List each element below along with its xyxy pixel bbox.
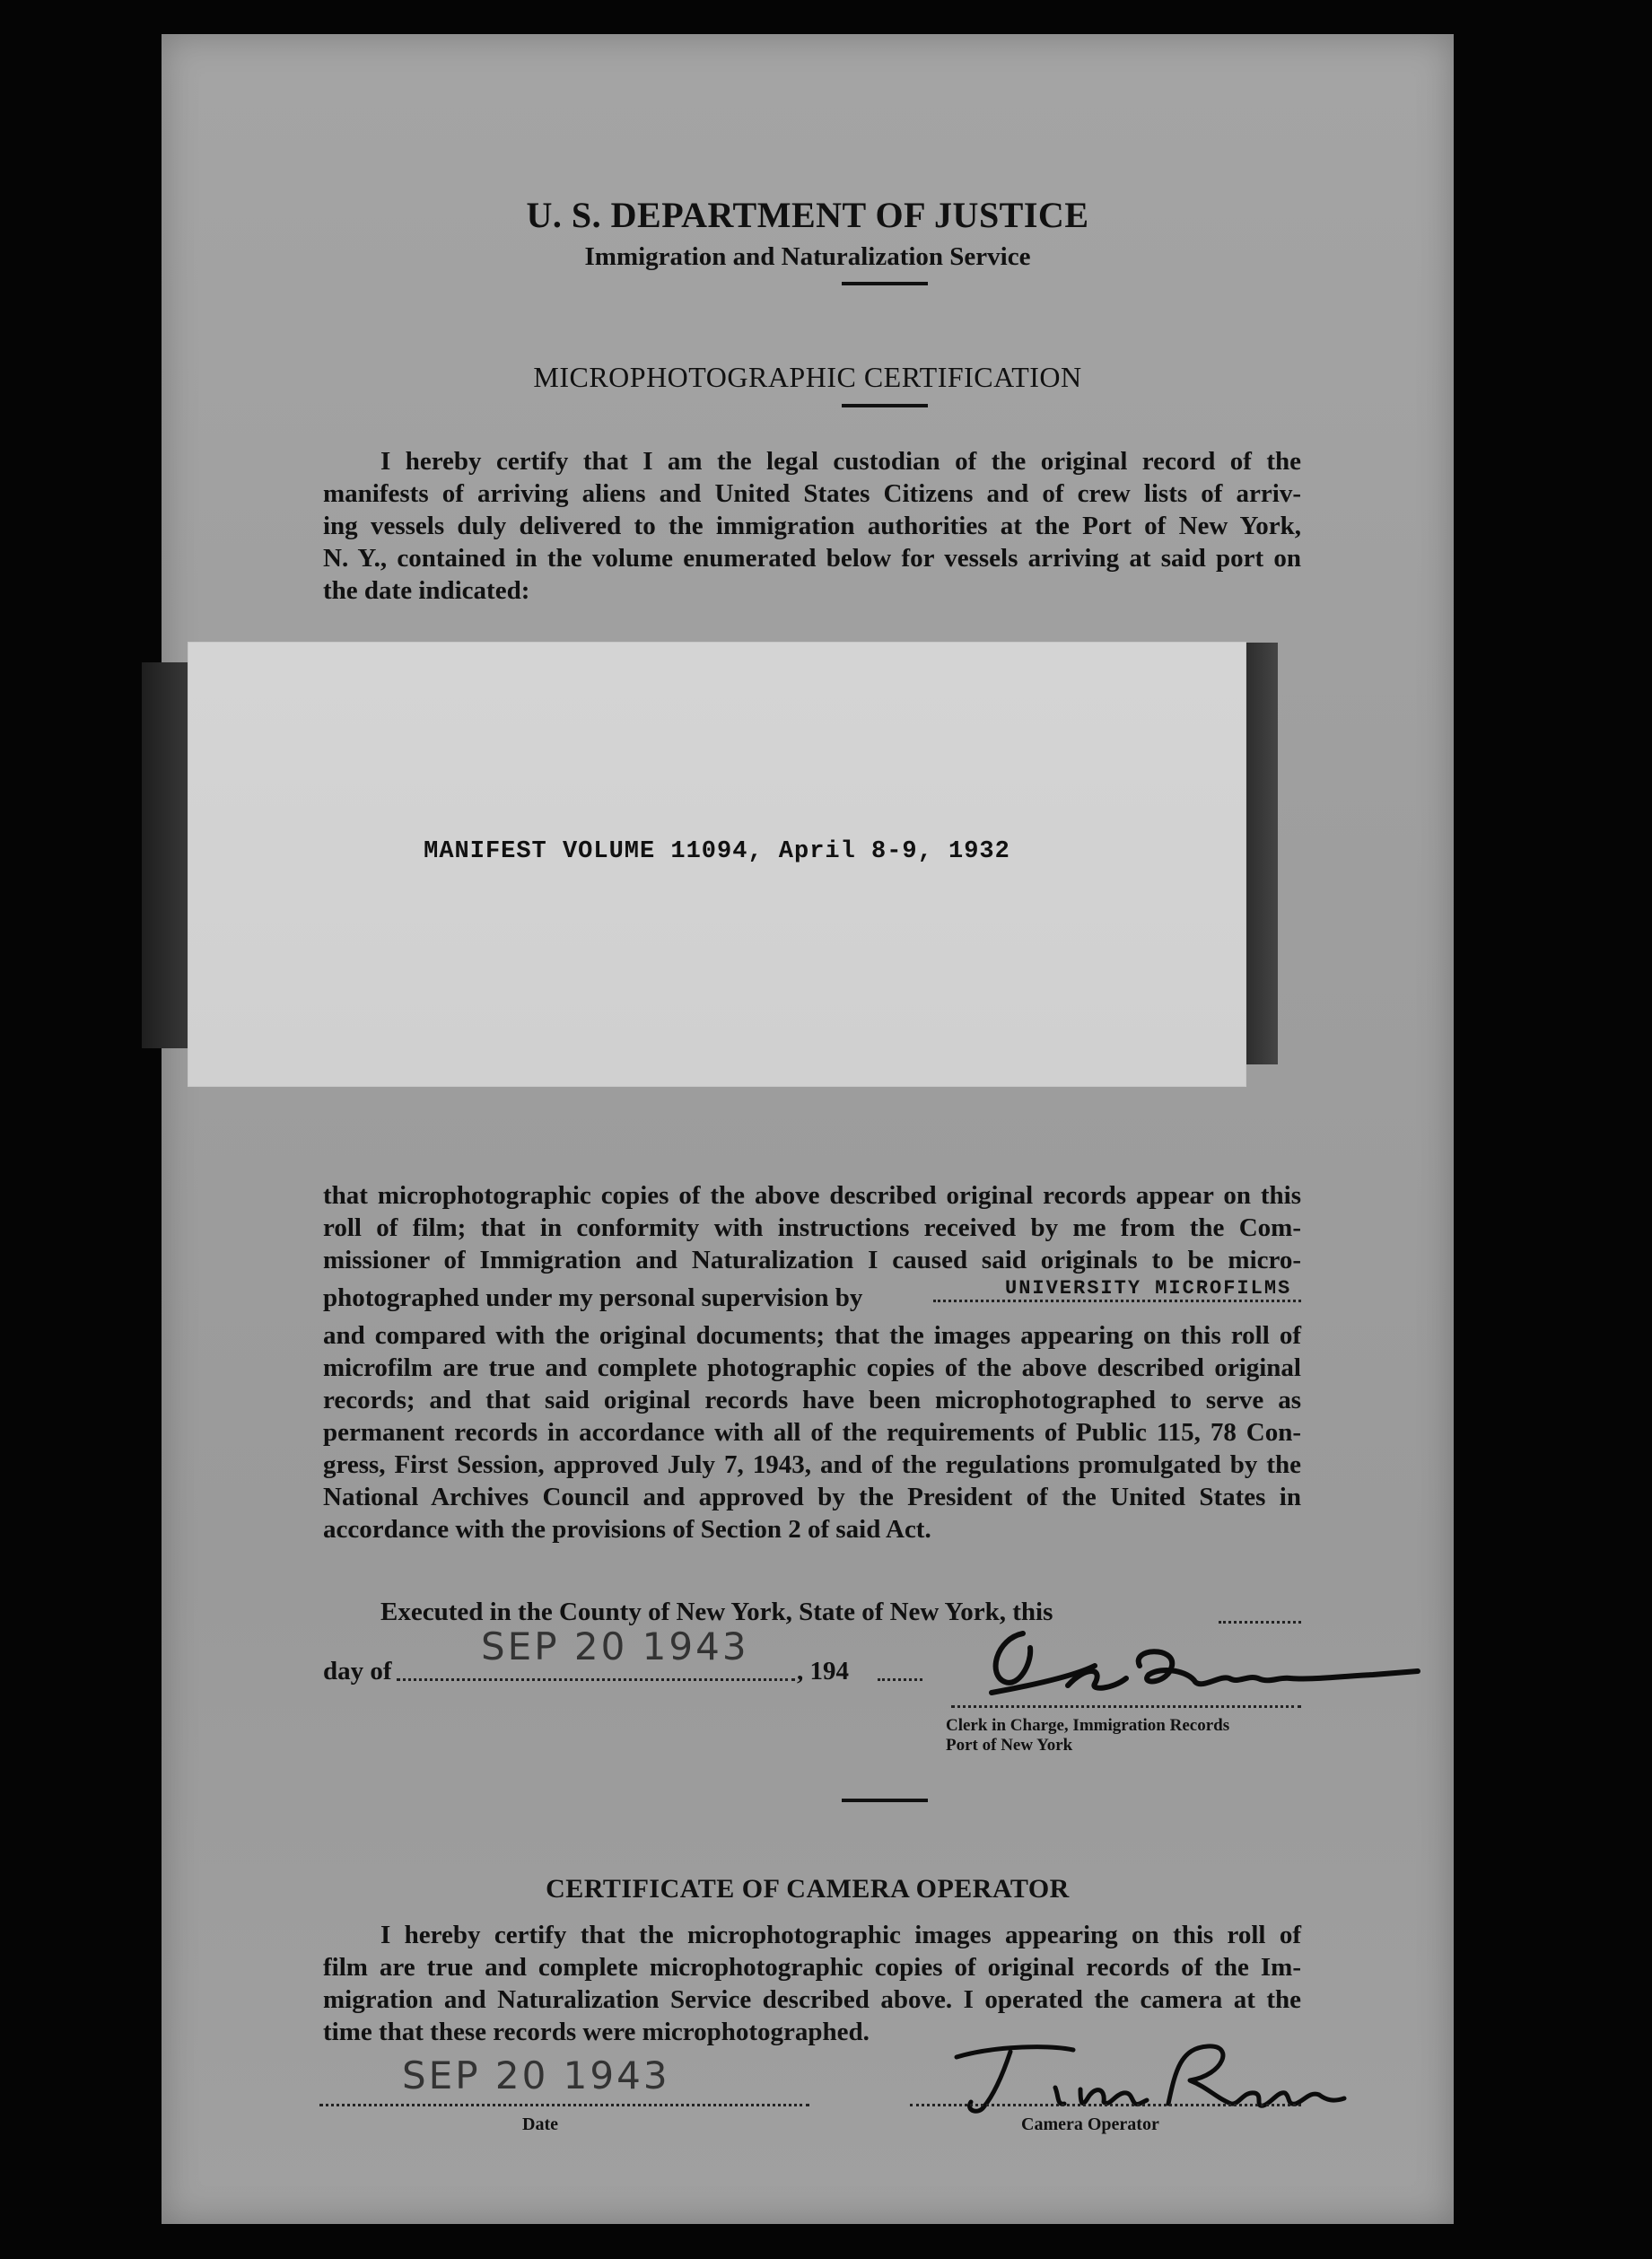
- manifest-label-card: [90, 609, 1281, 1059]
- camera-operator-title: CERTIFICATE OF CAMERA OPERATOR: [546, 1874, 1070, 1904]
- year-prefix-label: , 194: [797, 1657, 849, 1685]
- supervision-line: [323, 1276, 1301, 1319]
- intro-line: I hereby certify that I am the legal custodian of the original record of the: [380, 447, 1301, 476]
- clerk-title: [946, 1716, 1229, 1756]
- operator-signature-line: [910, 2104, 1301, 2106]
- intro-line: manifests of arriving aliens and United States Citizens and of crew lists of arriv-: [323, 479, 1301, 508]
- card-paper: [188, 643, 1246, 1086]
- day-of-label: day of: [323, 1657, 392, 1685]
- divider-rule: [842, 282, 928, 285]
- supervision-prefix: photographed under my personal supervision by: [323, 1283, 863, 1312]
- clerk-title-line: Clerk in Charge, Immigration Records: [946, 1716, 1230, 1735]
- certification-title: MICROPHOTOGRAPHIC CERTIFICATION: [533, 361, 1082, 393]
- body-line: National Archives Council and approved by the President of the United States in: [323, 1483, 1301, 1511]
- body-line: permanent records in accordance with all of the requirements of Public 115, 78 Con-: [323, 1418, 1301, 1447]
- clerk-signature-line: [951, 1705, 1301, 1708]
- intro-line: the date indicated:: [323, 576, 530, 605]
- body-line: roll of film; that in conformity with instructions received by me from the Com-: [323, 1213, 1301, 1242]
- body-line: and compared with the original documents; that the images appearing on this roll of: [323, 1321, 1301, 1350]
- operator-line: migration and Naturalization Service described above. I operated the camera at the: [323, 1985, 1301, 2014]
- manifest-volume-text: MANIFEST VOLUME 11094, April 8-9, 1932: [424, 838, 1010, 865]
- body-line: microfilm are true and complete photographic copies of the above described original: [323, 1353, 1301, 1382]
- body-line: records; and that said original records have been microphotographed to serve as: [323, 1386, 1301, 1414]
- intro-line: ing vessels duly delivered to the immigration authorities at the Port of New York,: [323, 512, 1301, 540]
- operator-line: film are true and complete microphotographic copies of original records of the Im-: [323, 1953, 1301, 1982]
- year-dotted-fill: [878, 1678, 922, 1681]
- supervision-typed-name: UNIVERSITY MICROFILMS: [1005, 1277, 1292, 1300]
- certificate-sheet: [162, 34, 1454, 2224]
- camera-operator-label: Camera Operator: [1021, 2115, 1159, 2134]
- department-heading: U. S. DEPARTMENT OF JUSTICE: [526, 195, 1089, 235]
- body-paragraph: [323, 1179, 1301, 1545]
- day-of-dotted-fill: [397, 1678, 795, 1681]
- body-line: gress, First Session, approved July 7, 1943, and of the regulations promulgated by the: [323, 1450, 1301, 1479]
- execution-date-stamp: SEP 20 1943: [481, 1624, 749, 1668]
- body-line: accordance with the provisions of Section 2 of said Act.: [323, 1515, 931, 1544]
- execution-text: Executed in the County of New York, State of New York, this: [380, 1598, 1053, 1626]
- service-subheading: Immigration and Naturalization Service: [584, 242, 1031, 271]
- date-label: Date: [522, 2115, 558, 2134]
- divider-rule: [842, 404, 928, 407]
- clerk-title-line: Port of New York: [946, 1736, 1073, 1755]
- date-signature-line: [319, 2104, 809, 2106]
- operator-date-stamp: SEP 20 1943: [402, 2053, 670, 2097]
- body-line: missioner of Immigration and Naturalization I caused said originals to be micro-: [323, 1246, 1301, 1274]
- body-line: that microphotographic copies of the above described original records appear on this: [323, 1181, 1301, 1210]
- card-shadow: [1242, 643, 1278, 1064]
- camera-operator-paragraph: [323, 1919, 1301, 2048]
- intro-paragraph: [323, 445, 1301, 607]
- operator-line: time that these records were microphotographed.: [323, 2018, 870, 2046]
- intro-line: N. Y., contained in the volume enumerated below for vessels arriving at said port on: [323, 544, 1301, 573]
- operator-line: I hereby certify that the microphotographic images appearing on this roll of: [380, 1921, 1301, 1949]
- divider-rule: [842, 1799, 928, 1802]
